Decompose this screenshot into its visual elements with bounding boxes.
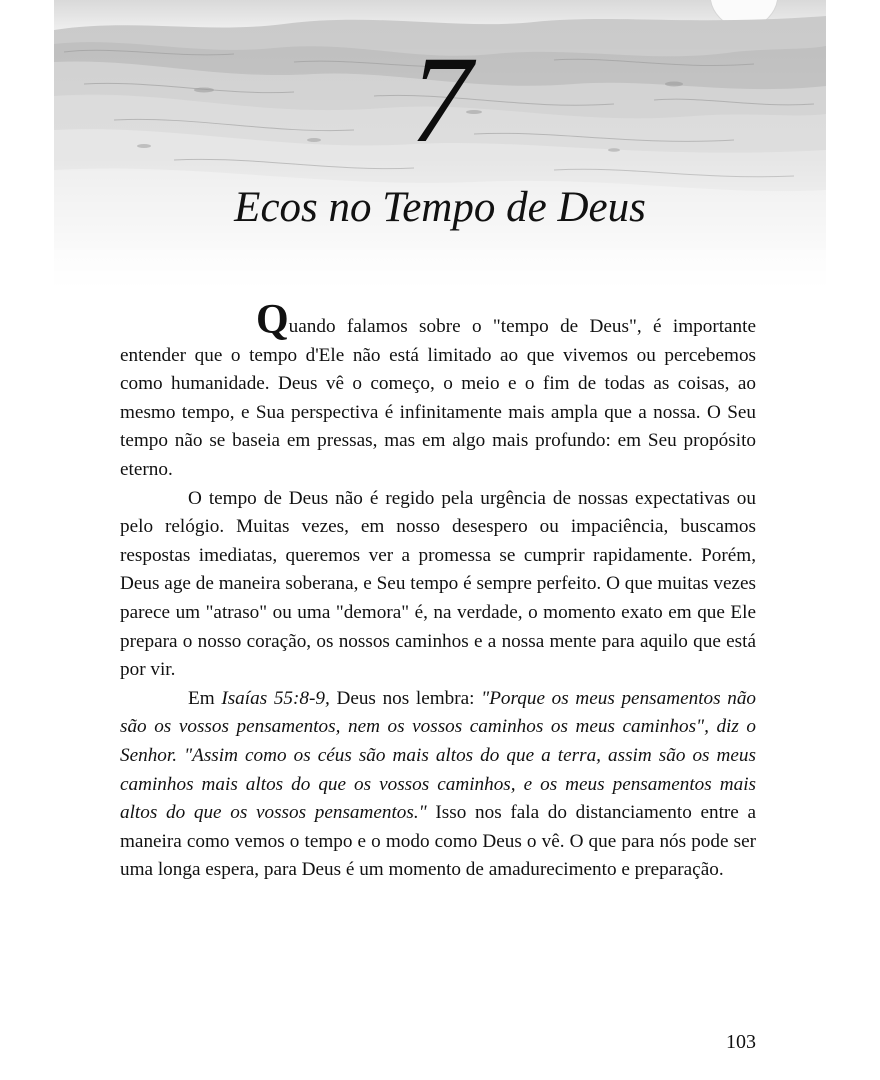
chapter-header-desert-illustration <box>54 0 826 290</box>
paragraph-3-intro: Em <box>188 687 215 709</box>
drop-cap: Q <box>256 297 289 343</box>
paragraph-2: O tempo de Deus não é regido pela urgência de nossas expectativas ou pelo relógio. Muitas vezes, em nosso desespero ou impaciência, buscamos respostas imediatas, queremos ver a promessa se cumprir rapidamente. Porém, Deus age de maneira soberana, e Seu tempo é sempre perfeito. O que muitas vezes parece um "atraso" ou uma "demora" é, na verdade, o momento exato em que Ele prepara o nosso coração, os nossos caminhos e a nossa mente para aquilo que está por vir. <box>120 487 756 681</box>
scripture-quote: "Porque os meus pensamentos não são os vossos pensamentos, nem os vossos caminhos os meus caminhos", diz o Senhor. "Assim como os céus são mais altos do que a terra, assim são os meus caminhos mais altos do que os vossos caminhos, e os meus pensamentos mais altos do que os vossos pensamentos." <box>120 687 757 824</box>
chapter-body <box>120 297 757 885</box>
chapter-title: Ecos no Tempo de Deus <box>234 184 646 231</box>
paragraph-3-middle: Deus nos lembra: <box>336 687 475 709</box>
paragraph-1 <box>120 297 756 485</box>
paragraph-3-closing: Isso nos fala do distanciamento entre a maneira como vemos o tempo e o modo como Deus o vê. O que para nós pode ser uma longa espera, para Deus é um momento de amadurecimento e preparação. <box>120 802 757 881</box>
paragraph-3 <box>120 685 756 885</box>
page-number: 103 <box>726 1031 756 1053</box>
paragraph-1-text: uando falamos sobre o "tempo de Deus", é importante entender que o tempo d'Ele não está limitado ao que vivemos ou percebemos como humanidade. Deus vê o começo, o meio e o fim de todas as coisas, ao mesmo tempo, e Sua perspectiva é infinitamente mais ampla que a nossa. O Seu tempo não se baseia em pressas, mas em algo mais profundo: em Seu propósito eterno. <box>120 316 756 480</box>
chapter-number: 7 <box>410 31 470 168</box>
scripture-reference: Isaías 55:8-9, <box>221 687 330 709</box>
